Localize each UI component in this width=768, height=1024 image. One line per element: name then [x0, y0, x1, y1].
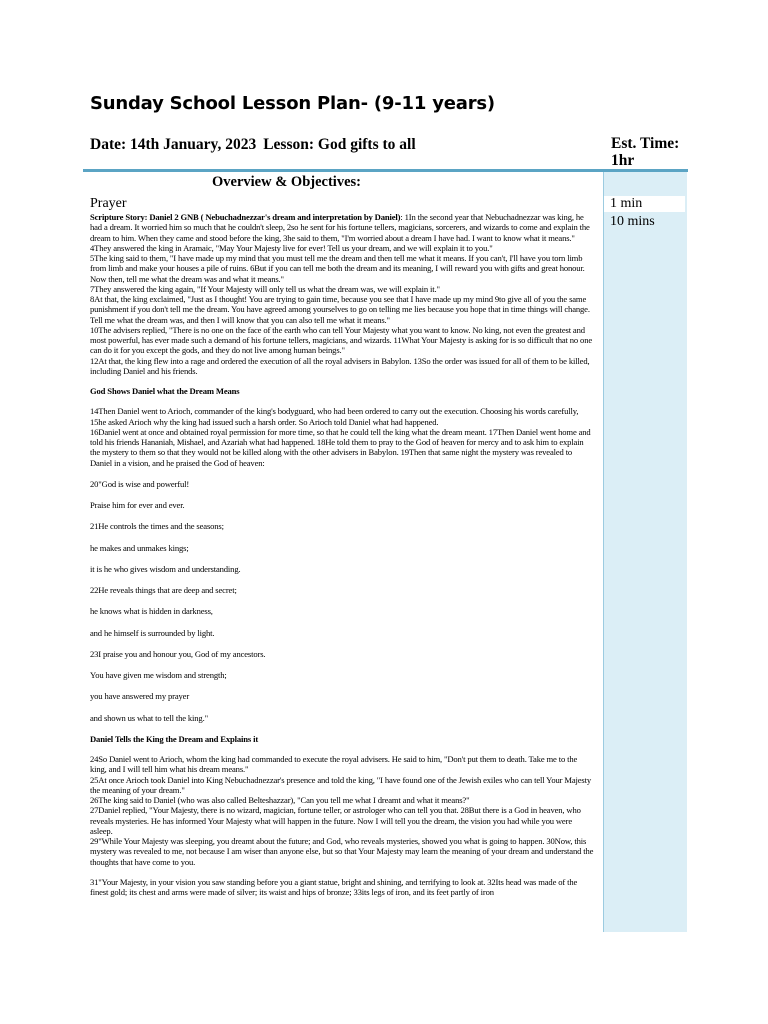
- verse-line: 23I praise you and honour you, God of my ancestors.: [90, 648, 266, 659]
- scripture-paragraph: Scripture Story: Daniel 2 GNB ( Nebuchadnezzar's dream and interpretation by Daniel): 1In the second year that Nebuchadnezzar was king, he had a dream. It worried him so much that he couldn't sleep, 2so he sent for his fortune tellers, magicians, sorcerers, and wizards to come and explain the dream to him. When they came and stood before the king, 3he said to them, "I'm worried about a dream I have had. I want to know what it means.": [90, 212, 590, 243]
- verse-line: You have given me wisdom and strength;: [90, 670, 227, 680]
- section-heading: God Shows Daniel what the Dream Means: [90, 386, 240, 396]
- scripture-text: [90, 212, 595, 897]
- overview-heading: Overview & Objectives:: [212, 174, 361, 190]
- scripture-paragraph: 31"Your Majesty, in your vision you saw standing before you a giant statue, bright and shining, and terrifying to look at. 32Its head was made of the finest gold; its chest and arms were made of silver; its waist and hips of bronze; 33its legs of iron, and its feet partly of iron: [90, 876, 578, 897]
- scripture-paragraph: 26The king said to Daniel (who was also called Belteshazzar), "Can you tell me what I dreamt and what it means?": [90, 795, 470, 805]
- verse-line: he makes and unmakes kings;: [90, 542, 189, 553]
- section-heading: Daniel Tells the King the Dream and Explains it: [90, 733, 259, 744]
- verse-line: 20"God is wise and powerful!: [90, 478, 190, 489]
- lesson-title: Lesson: God gifts to all: [263, 136, 416, 153]
- scripture-paragraph: 29"While Your Majesty was sleeping, you dreamt about the future; and God, who reveals mysteries, showed you what is going to happen. 30Now, this mystery was revealed to me, not because I am wiser than anyone else, but so that Your Majesty may learn the meaning of your dream and understand the thoughts that have come to you.: [90, 836, 594, 867]
- verse-line: you have answered my prayer: [90, 691, 190, 702]
- verse-line: Praise him for ever and ever.: [90, 500, 185, 510]
- verse-line: 21He controls the times and the seasons;: [90, 521, 224, 532]
- scripture-paragraph: 4They answered the king in Aramaic, "May Your Majesty live for ever! Tell us your dream, and we will explain it to you.": [90, 242, 493, 253]
- estimated-time: [611, 135, 701, 169]
- scripture-paragraph: 8At that, the king exclaimed, "Just as I thought! You are trying to gain time, because you see that I have made up my mind 9to give all of you the same punishment if you don't tell me the dream. You have agreed among yourselves to go on telling me lies because you hope that in time things will change. Tell me what the dream was, and then I will know that you can also tell me what it means.": [90, 294, 590, 325]
- scripture-paragraph: 10The advisers replied, "There is no one on the face of the earth who can tell Your Majesty what you want to know. No king, not even the greatest and most powerful, has ever made such a demand of his fortune tellers, magicians, and wizards. 11What Your Majesty is asking for is so difficult that no one can do it for you except the gods, and they do not live among human beings.": [90, 324, 593, 356]
- time-prayer: 1 min: [604, 196, 685, 212]
- est-time-label: Est. Time:: [611, 135, 680, 152]
- verse-line: and he himself is surrounded by light.: [90, 627, 215, 638]
- verse-line: he knows what is hidden in darkness,: [90, 606, 213, 617]
- header-divider: [83, 169, 688, 172]
- scripture-paragraph: 27Daniel replied, "Your Majesty, there is no wizard, magician, fortune teller, or astrologer who can tell you that. 28But there is a God in heaven, who reveals mysteries. He has informed Your Majesty what will happen in the future. Now I will tell you the dream, the vision you had while you were asleep.: [90, 805, 581, 836]
- scripture-paragraph: 7They answered the king again, "If Your Majesty will only tell us what the dream was, we will explain it.": [90, 283, 440, 294]
- date-lesson-line: [90, 136, 416, 154]
- est-time-value: 1hr: [611, 152, 635, 169]
- scripture-paragraph: 5The king said to them, "I have made up my mind that you must tell me the dream and then tell me what it means. If you can't, I'll have you torn limb from limb and make your houses a pile of ruins. 6But if you can tell me both the dream and its meaning, I will reward you with gifts and great honour. Now then, tell me what the dream was and what it means.": [90, 253, 585, 284]
- lesson-date: Date: 14th January, 2023: [90, 136, 257, 153]
- scripture-paragraph: 25At once Arioch took Daniel into King Nebuchadnezzar's presence and told the king, "I have found one of the Jewish exiles who can tell Your Majesty the meaning of your dream.": [90, 774, 591, 795]
- time-column: [603, 172, 687, 932]
- verse-line: it is he who gives wisdom and understanding.: [90, 563, 241, 574]
- scripture-paragraph: 24So Daniel went to Arioch, whom the king had commanded to execute the royal advisers. He said to him, "Don't put them to death. Take me to the king, and I will tell him what his dream means.": [90, 754, 578, 775]
- prayer-label: Prayer: [90, 196, 127, 211]
- scripture-paragraph: 14Then Daniel went to Arioch, commander of the king's bodyguard, who had been ordered to carry out the execution. Choosing his words carefully, 15he asked Arioch why the king had issued such a harsh order. So Arioch told Daniel what had happened.: [90, 406, 579, 427]
- time-scripture: 10 mins: [610, 214, 655, 229]
- scripture-paragraph: 16Daniel went at once and obtained royal permission for more time, so that he could tell the king what the dream meant. 17Then Daniel went home and told his friends Hananiah, Mishael, and Azariah what had happened. 18He told them to pray to the God of heaven for mercy and to ask him to explain the mystery to them so that they would not be killed along with the other advisers in Babylon. 19Then that same night the mystery was revealed to Daniel in a vision, and he praised the God of heaven:: [90, 426, 591, 468]
- page-title: Sunday School Lesson Plan- (9-11 years): [90, 93, 495, 114]
- scripture-label: Scripture Story: Daniel 2 GNB ( Nebuchadnezzar's dream and interpretation by Daniel): [90, 212, 401, 222]
- verse-line: and shown us what to tell the king.": [90, 712, 208, 723]
- scripture-paragraph: 12At that, the king flew into a rage and ordered the execution of all the royal advisers in Babylon. 13So the order was issued for all of them to be killed, including Daniel and his friends.: [90, 355, 590, 376]
- verse-line: 22He reveals things that are deep and secret;: [90, 585, 237, 595]
